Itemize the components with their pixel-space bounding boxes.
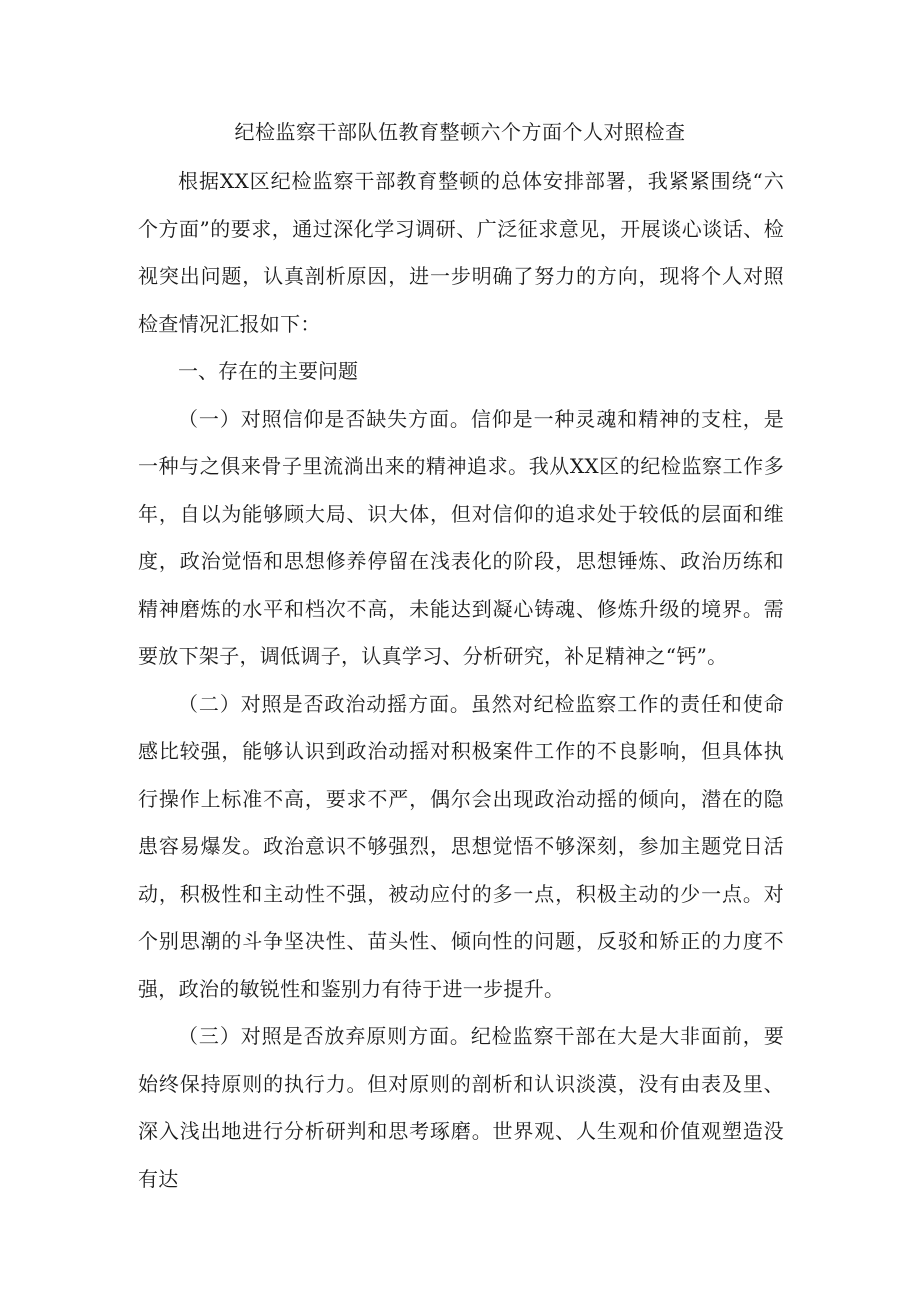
document-body — [138, 158, 784, 1203]
document-title: 纪检监察干部队伍教育整顿六个方面个人对照检查 — [234, 120, 686, 144]
item-paragraph-2: （二）对照是否政治动摇方面。虽然对纪检监察工作的责任和使命感比较强，能够认识到政治动摇对积极案件工作的不良影响，但具体执行操作上标准不高，要求不严，偶尔会出现政治动摇的倾向，潜在的隐患容易爆发。政治意识不够强烈，思想觉悟不够深刻，参加主题党日活动，积极性和主动性不强，被动应付的多一点，积极主动的少一点。对个别思潮的斗争坚决性、苗头性、倾向性的问题，反驳和矫正的力度不强，政治的敏锐性和鉴别力有待于进一步提升。 — [138, 691, 784, 1001]
item-paragraph-3: （三）对照是否放弃原则方面。纪检监察干部在大是大非面前，要始终保持原则的执行力。但对原则的剖析和认识淡漠，没有由表及里、深入浅出地进行分析研判和思考琢磨。世界观、人生观和价值观塑造没有达 — [138, 1024, 784, 1191]
intro-paragraph: 根据XX区纪检监察干部教育整顿的总体安排部署，我紧紧围绕“六个方面”的要求，通过深化学习调研、广泛征求意见，开展谈心谈话、检视突出问题，认真剖析原因，进一步明确了努力的方向，现将个人对照检查情况汇报如下： — [138, 169, 784, 336]
section-heading: 一、存在的主要问题 — [178, 359, 358, 383]
item-paragraph-1: （一）对照信仰是否缺失方面。信仰是一种灵魂和精神的支柱，是一种与之俱来骨子里流淌出来的精神追求。我从XX区的纪检监察工作多年，自以为能够顾大局、识大体，但对信仰的追求处于较低的层面和维度，政治觉悟和思想修养停留在浅表化的阶段，思想锤炼、政治历练和精神磨炼的水平和档次不高，未能达到凝心铸魂、修炼升级的境界。需要放下架子，调低调子，认真学习、分析研究，补足精神之“钙”。 — [138, 406, 784, 668]
